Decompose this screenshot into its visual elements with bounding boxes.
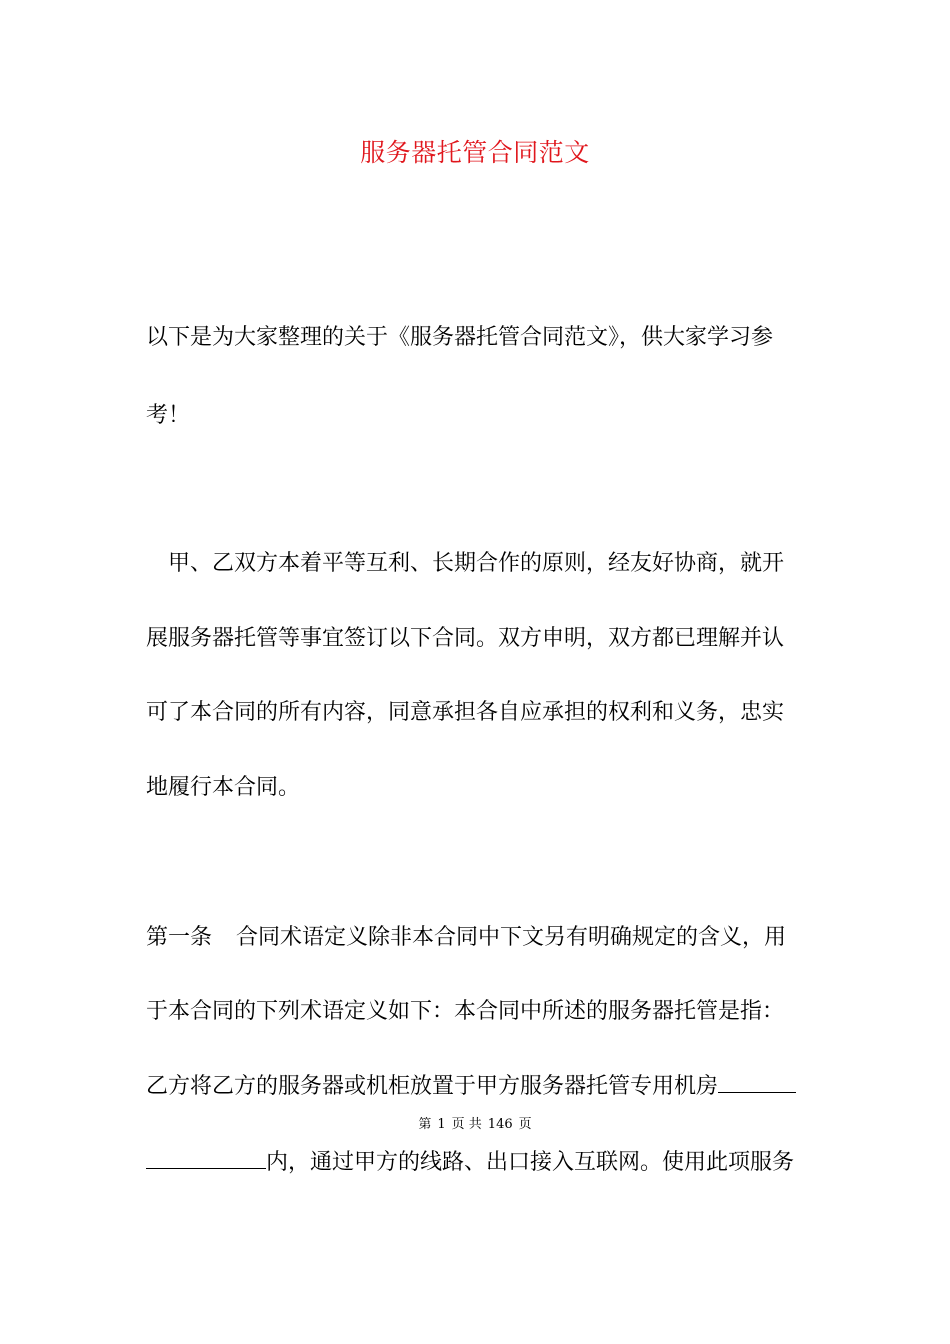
document-title: 服务器托管合同范文 <box>360 138 590 167</box>
blank-field-2 <box>146 1148 266 1169</box>
article1-label: 第一条 <box>146 925 213 950</box>
footer-middle: 页 共 <box>451 1117 482 1132</box>
intro-line-2: 考！ <box>146 403 191 428</box>
para1-line-1: 甲、乙双方本着平等互利、长期合作的原则，经友好协商，就开 <box>168 551 785 576</box>
footer-page-number: 1 <box>437 1117 446 1132</box>
footer-prefix: 第 <box>418 1117 432 1132</box>
article1-line-4-text: 内，通过甲方的线路、出口接入互联网。使用此项服务 <box>266 1150 795 1175</box>
article1-text: 合同术语定义除非本合同中下文另有明确规定的含义，用 <box>236 925 787 950</box>
article1-line-3 <box>146 1072 808 1102</box>
article1-line-4 <box>146 1148 808 1178</box>
para1-line-2: 展服务器托管等事宜签订以下合同。双方申明，双方都已理解并认 <box>146 626 785 651</box>
blank-field-1 <box>718 1072 796 1093</box>
intro-line-1: 以下是为大家整理的关于《服务器托管合同范文》，供大家学习参 <box>146 325 774 350</box>
footer-suffix: 页 <box>518 1117 532 1132</box>
page-footer <box>0 1113 950 1132</box>
footer-total-pages: 146 <box>487 1117 513 1132</box>
article1-line-3-text: 乙方将乙方的服务器或机柜放置于甲方服务器托管专用机房 <box>146 1074 719 1099</box>
article1-line-2: 于本合同的下列术语定义如下：本合同中所述的服务器托管是指： <box>146 999 785 1024</box>
article1-line-1 <box>146 923 808 953</box>
para1-line-3: 可了本合同的所有内容，同意承担各自应承担的权利和义务，忠实 <box>146 700 785 725</box>
para1-line-4: 地履行本合同。 <box>146 775 301 800</box>
